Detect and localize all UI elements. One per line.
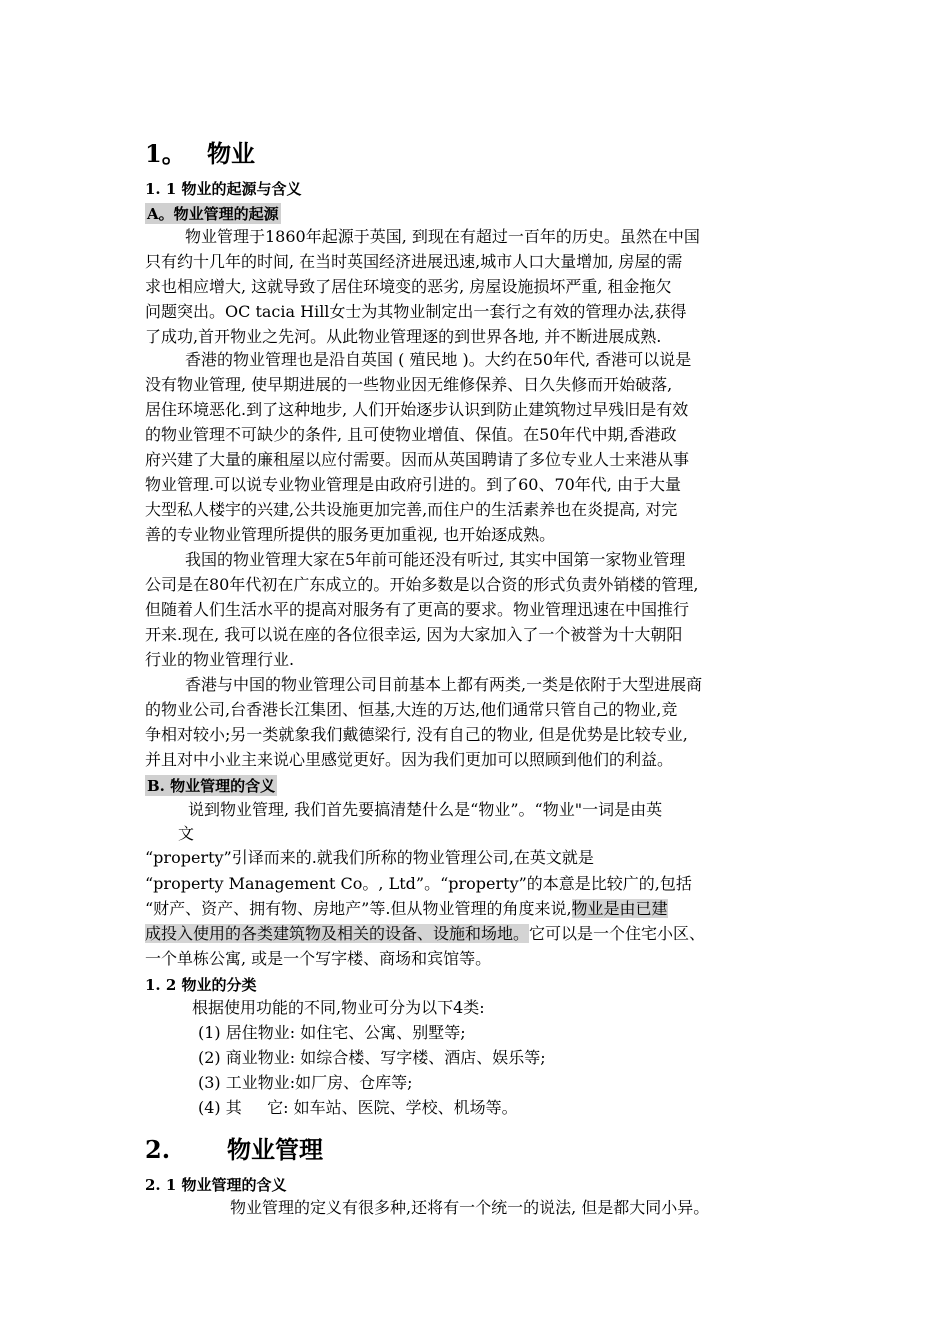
paragraph-line: 并且对中小业主来说心里感觉更好。因为我们更加可以照顾到他们的利益。 bbox=[145, 750, 674, 769]
paragraph-line: 居住环境恶化.到了这种地步, 人们开始逐步认识到防止建筑物过早残旧是有效 bbox=[145, 400, 689, 419]
section-title: 物业 bbox=[207, 139, 255, 168]
paragraph-line: 物业管理的定义有很多种,还将有一个统一的说法, 但是都大同小异。 bbox=[230, 1198, 710, 1217]
section-1-heading bbox=[145, 134, 255, 169]
list-item: (3) 工业物业:如厂房、仓库等; bbox=[198, 1073, 413, 1092]
paragraph-line bbox=[145, 922, 705, 946]
subsection-1-1: 1. 1 物业的起源与含义 bbox=[145, 180, 302, 198]
subheading-a: A。物业管理的起源 bbox=[147, 205, 279, 223]
section-number: 2. bbox=[145, 1135, 171, 1164]
paragraph-line: 开来.现在, 我可以说在座的各位很幸运, 因为大家加入了一个被誉为十大朝阳 bbox=[145, 625, 683, 644]
paragraph-line: 香港的物业管理也是沿自英国 ( 殖民地 )。大约在50年代, 香港可以说是 bbox=[185, 350, 692, 369]
paragraph-line: 文 bbox=[178, 824, 195, 843]
paragraph-line: 香港与中国的物业管理公司目前基本上都有两类,一类是依附于大型进展商 bbox=[185, 675, 703, 694]
paragraph-line: 但随着人们生活水平的提高对服务有了更高的要求。物业管理迅速在中国推行 bbox=[145, 600, 690, 619]
list-item: (2) 商业物业: 如综合楼、写字楼、酒店、娱乐等; bbox=[198, 1048, 546, 1067]
paragraph-line: 求也相应增大, 这就导致了居住环境变的恶劣, 房屋设施损坏严重, 租金拖欠 bbox=[145, 277, 672, 296]
paragraph-line: 的物业管理不可缺少的条件, 且可使物业增值、保值。在50年代中期,香港政 bbox=[145, 425, 677, 444]
text-run: “财产、资产、拥有物、房地产”等.但从物业管理的角度来说, bbox=[145, 899, 572, 918]
paragraph-line: 争相对较小;另一类就象我们戴德梁行, 没有自己的物业, 但是优势是比较专业, bbox=[145, 725, 688, 744]
paragraph-line: 一个单栋公寓, 或是一个写字楼、商场和宾馆等。 bbox=[145, 949, 492, 968]
paragraph-line: 物业管理于1860年起源于英国, 到现在有超过一百年的历史。虽然在中国 bbox=[185, 227, 700, 246]
section-title: 物业管理 bbox=[227, 1135, 323, 1164]
paragraph-line bbox=[145, 897, 668, 921]
list-item: (1) 居住物业: 如住宅、公寓、别墅等; bbox=[198, 1023, 466, 1042]
paragraph-line: 的物业公司,台香港长江集团、恒基,大连的万达,他们通常只管自己的物业,竞 bbox=[145, 700, 678, 719]
paragraph-line: 问题突出。OC tacia Hill女士为其物业制定出一套行之有效的管理办法,获得 bbox=[145, 302, 687, 321]
paragraph-line: 只有约十几年的时间, 在当时英国经济进展迅速,城市人口大量增加, 房屋的需 bbox=[145, 252, 683, 271]
highlighted-text: 物业是由已建 bbox=[571, 899, 668, 918]
paragraph-line: 公司是在80年代初在广东成立的。开始多数是以合资的形式负责外销楼的管理, bbox=[145, 575, 699, 594]
paragraph-line: 大型私人楼宇的兴建,公共设施更加完善,而住户的生活素养也在炎提高, 对完 bbox=[145, 500, 678, 519]
section-number: 1。 bbox=[145, 139, 186, 168]
list-item: (4) 其 它: 如车站、医院、学校、机场等。 bbox=[198, 1098, 518, 1117]
paragraph-line: 说到物业管理, 我们首先要搞清楚什么是“物业”。“物业"一词是由英 bbox=[188, 800, 663, 819]
highlighted-text: 成投入使用的各类建筑物及相关的设备、设施和场地。 bbox=[145, 924, 530, 943]
section-2-heading bbox=[145, 1130, 323, 1165]
paragraph-line: 善的专业物业管理所提供的服务更加重视, 也开始逐成熟。 bbox=[145, 525, 556, 544]
paragraph-line: 物业管理.可以说专业物业管理是由政府引进的。到了60、70年代, 由于大量 bbox=[145, 475, 681, 494]
paragraph-line: “property”引译而来的.就我们所称的物业管理公司,在英文就是 bbox=[145, 848, 594, 867]
subsection-2-1: 2. 1 物业管理的含义 bbox=[145, 1176, 287, 1194]
subheading-b: B. 物业管理的含义 bbox=[147, 777, 276, 795]
text-run: 它可以是一个住宅小区、 bbox=[529, 924, 706, 943]
paragraph-line: 了成功,首开物业之先河。从此物业管理逐的到世界各地, 并不断进展成熟. bbox=[145, 327, 662, 346]
paragraph-line: 府兴建了大量的廉租屋以应付需要。因而从英国聘请了多位专业人士来港从事 bbox=[145, 450, 690, 469]
paragraph-line: “property Management Co。, Ltd”。“property”的本意是比较广的,包括 bbox=[145, 874, 692, 893]
paragraph-line: 没有物业管理, 使早期进展的一些物业因无维修保养、日久失修而开始破落, bbox=[145, 375, 673, 394]
paragraph-line: 行业的物业管理行业. bbox=[145, 650, 295, 669]
subsection-1-2: 1. 2 物业的分类 bbox=[145, 976, 257, 994]
paragraph-line: 我国的物业管理大家在5年前可能还没有听过, 其实中国第一家物业管理 bbox=[185, 550, 686, 569]
classification-intro: 根据使用功能的不同,物业可分为以下4类: bbox=[192, 998, 485, 1017]
